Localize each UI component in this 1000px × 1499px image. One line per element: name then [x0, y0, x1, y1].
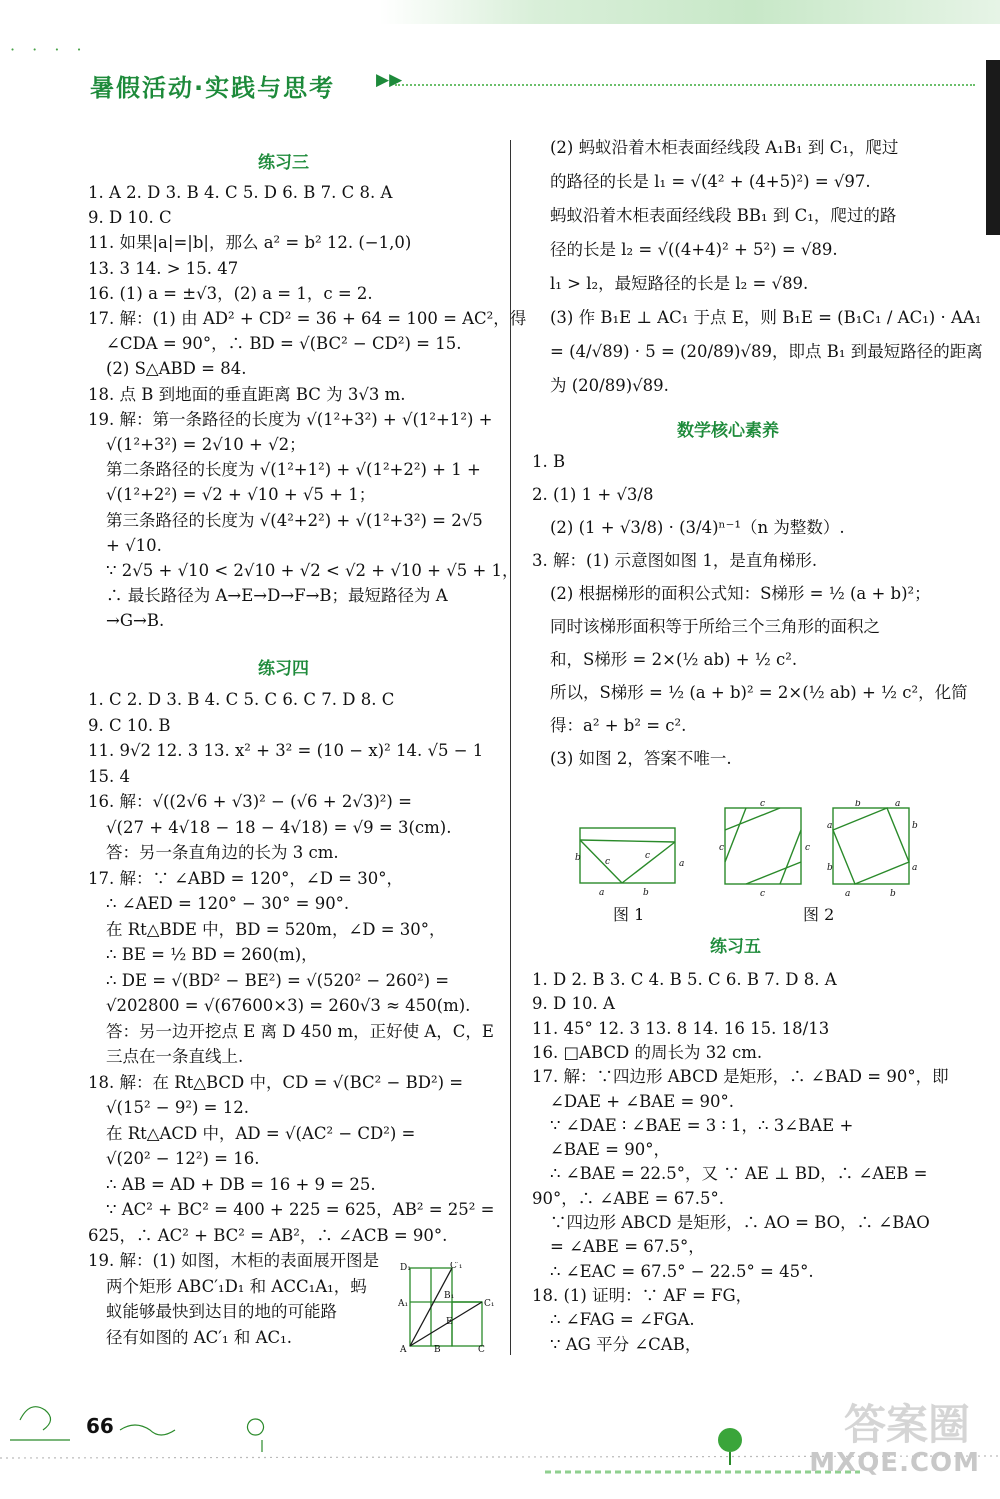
answer-line: ∠BAE = 90°，: [550, 1140, 670, 1160]
figure-trapezoid-and-squares: [575, 800, 925, 900]
answer-line: 在 Rt△ACD 中，AD = √(AC² − CD²) =: [106, 1123, 416, 1143]
watermark-logo: 答案圈: [843, 1400, 970, 1449]
svg-text:a: a: [895, 800, 901, 809]
answer-line: 90°，∴ ∠ABE = 67.5°.: [532, 1188, 724, 1208]
answer-line: 19. 解：(1) 如图，木柜的表面展开图是: [88, 1251, 380, 1270]
answer-line: 11. 9√2 12. 3 13. x² + 3² = (10 − x)² 14. √5 − 1: [88, 741, 484, 760]
answer-line: ∴ 最长路径为 A→E→D→F→B；最短路径为 A: [106, 586, 448, 606]
answer-line: ∠DAE + ∠BAE = 90°.: [550, 1091, 735, 1111]
answer-line: ∴ ∠BAE = 22.5°，又 ∵ AE ⊥ BD，∴ ∠AEB =: [550, 1164, 928, 1184]
answer-line: 9. C 10. B: [88, 715, 171, 735]
svg-text:a: a: [845, 889, 851, 899]
svg-text:B₁: B₁: [444, 1291, 455, 1301]
answer-line: (2) 蚂蚁沿着木柜表面经线段 A₁B₁ 到 C₁，爬过: [550, 138, 899, 157]
decorative-dots: · · · ·: [10, 40, 88, 59]
figure-1-label: 图 1: [613, 905, 645, 924]
answer-line: 第三条路径的长度为 √(4²+2²) + √(1²+3²) = 2√5: [106, 510, 483, 530]
answer-line: ∵ ∠DAE ∶ ∠BAE = 3 ∶ 1，∴ 3∠BAE +: [550, 1115, 854, 1135]
page-number: 66: [86, 1414, 114, 1438]
answer-line: 13. 3 14. > 15. 47: [88, 258, 239, 278]
answer-line: 17. 解：(1) 由 AD² + CD² = 36 + 64 = 100 = AC²，得: [88, 309, 527, 328]
answer-line: 蚂蚁沿着木柜表面经线段 BB₁ 到 C₁，爬过的路: [550, 206, 897, 225]
svg-text:a: a: [599, 888, 605, 898]
answer-line: 两个矩形 ABC′₁D₁ 和 ACC₁A₁，蚂: [106, 1276, 367, 1296]
answer-line: 同时该梯形面积等于所给三个三角形的面积之: [550, 617, 880, 636]
answer-line: 2. (1) 1 + √3/8: [532, 485, 654, 504]
answer-line: 18. (1) 证明：∵ AF = FG，: [532, 1285, 753, 1305]
answer-line: 答：另一边开挖点 E 离 D 450 m，正好使 A，C，E: [106, 1021, 494, 1041]
answer-line: 的路径的长是 l₁ = √(4² + (4+5)²) = √97.: [550, 172, 871, 191]
answer-line: 9. D 10. A: [532, 994, 615, 1014]
answer-line: √(20² − 12²) = 16.: [106, 1149, 260, 1168]
answer-line: 625，∴ AC² + BC² = AB²，∴ ∠ACB = 90°.: [88, 1225, 448, 1245]
svg-text:A₁: A₁: [398, 1299, 409, 1309]
answer-line: ∵ AC² + BC² = 400 + 225 = 625，AB² = 25² =: [106, 1200, 495, 1219]
svg-text:a: a: [827, 821, 833, 831]
answer-line: 蚁能够最快到达目的地的可能路: [106, 1302, 337, 1321]
svg-text:c: c: [805, 843, 811, 853]
svg-text:a: a: [679, 859, 685, 869]
cabinet-unfold-diagram: [398, 1262, 508, 1354]
answer-line: (2) (1 + √3/8) · (3/4)ⁿ⁻¹（n 为整数）.: [550, 518, 845, 537]
header-arrows-icon: ▶▶: [376, 70, 403, 90]
answer-line: 1. C 2. D 3. B 4. C 5. C 6. C 7. D 8. C: [88, 690, 395, 709]
answer-line: →G→B.: [106, 611, 165, 631]
page-edge-tab: [986, 60, 1000, 235]
figures-area: [575, 800, 925, 925]
answer-line: ∴ ∠AED = 120° − 30° = 90°.: [106, 894, 350, 913]
answer-line: 为 (20/89)√89.: [550, 376, 669, 395]
answer-line: (3) 如图 2，答案不唯一.: [550, 749, 732, 768]
answer-line: ∴ ∠FAG = ∠FGA.: [550, 1310, 695, 1330]
header-title: 暑假活动·实践与思考: [90, 74, 336, 102]
svg-text:b: b: [855, 800, 861, 809]
header-dotted-line: [395, 84, 975, 86]
answer-line: ∴ AB = AD + DB = 16 + 9 = 25.: [106, 1174, 376, 1194]
answer-line: 1. B: [532, 452, 566, 471]
answer-line: l₁ > l₂，最短路径的长是 l₂ = √89.: [550, 274, 809, 293]
answer-line: 所以，S梯形 = ½ (a + b)² = 2×(½ ab) + ½ c²，化简: [550, 683, 968, 702]
answer-line: 得：a² + b² = c².: [550, 716, 687, 735]
svg-text:A: A: [400, 1345, 407, 1354]
answer-line: 11. 45° 12. 3 13. 8 14. 16 15. 18/13: [532, 1018, 830, 1038]
answer-line: 答：另一条直角边的长为 3 cm.: [106, 843, 339, 862]
answer-line: √202800 = √(67600×3) = 260√3 ≈ 450(m).: [106, 996, 471, 1015]
answer-line: ∠CDA = 90°，∴ BD = √(BC² − CD²) = 15.: [106, 334, 462, 354]
answer-line: + √10.: [106, 535, 162, 555]
answer-line: = ∠ABE = 67.5°，: [550, 1237, 705, 1257]
svg-text:C₁: C₁: [484, 1299, 495, 1309]
answer-line: 径的长是 l₂ = √((4+4)² + 5²) = √89.: [550, 240, 838, 259]
svg-text:c: c: [645, 851, 651, 861]
answer-line: 在 Rt△BDE 中，BD = 520m，∠D = 30°，: [106, 919, 446, 939]
answer-line: 17. 解：∵四边形 ABCD 是矩形，∴ ∠BAD = 90°，即: [532, 1067, 949, 1087]
top-decoration-band: [380, 0, 1000, 24]
section-title-exercise-5: 练习五: [710, 937, 761, 957]
answer-line: 11. 如果|a|=|b|，那么 a² = b² 12. (−1,0): [88, 233, 412, 253]
answer-line: √(27 + 4√18 − 18 − 4√18) = √9 = 3(cm).: [106, 817, 452, 837]
answer-line: 19. 解：第一条路径的长度为 √(1²+3²) + √(1²+1²) +: [88, 409, 493, 429]
answer-line: 15. 4: [88, 766, 130, 786]
figure-2-label: 图 2: [803, 905, 835, 924]
answer-line: 18. 解：在 Rt△BCD 中，CD = √(BC² − BD²) =: [88, 1072, 464, 1092]
svg-text:E: E: [446, 1317, 453, 1327]
svg-text:D₁: D₁: [400, 1263, 411, 1273]
answer-line: 3. 解：(1) 示意图如图 1，是直角梯形.: [532, 551, 818, 570]
svg-text:b: b: [827, 863, 833, 873]
svg-text:a: a: [912, 863, 918, 873]
svg-text:C: C: [478, 1345, 485, 1354]
svg-text:c: c: [760, 889, 766, 899]
svg-text:c: c: [760, 800, 766, 809]
answer-line: 第二条路径的长度为 √(1²+1²) + √(1²+2²) + 1 +: [106, 460, 481, 480]
answer-line: 16. □ABCD 的周长为 32 cm.: [532, 1042, 763, 1062]
answer-line: ∵四边形 ABCD 是矩形，∴ AO = BO，∴ ∠BAO: [550, 1213, 930, 1232]
svg-text:b: b: [890, 889, 896, 899]
answer-line: (3) 作 B₁E ⊥ AC₁ 于点 E，则 B₁E = (B₁C₁ / AC₁) · AA₁: [550, 308, 982, 327]
answer-line: 1. D 2. B 3. C 4. B 5. C 6. B 7. D 8. A: [532, 970, 837, 989]
svg-text:b: b: [643, 888, 649, 898]
answer-line: √(1²+3²) = 2√10 + √2；: [106, 435, 306, 454]
answer-line: √(1²+2²) = √2 + √10 + √5 + 1；: [106, 485, 376, 505]
answer-line: (2) 根据梯形的面积公式知：S梯形 = ½ (a + b)²；: [550, 584, 931, 603]
answer-line: 16. (1) a = ±√3，(2) a = 1，c = 2.: [88, 283, 373, 303]
section-title-core-literacy: 数学核心素养: [677, 421, 779, 441]
answer-line: 16. 解：√((2√6 + √3)² − (√6 + 2√3)²) =: [88, 792, 412, 811]
section-title-exercise-3: 练习三: [258, 153, 309, 173]
answer-line: 和，S梯形 = 2×(½ ab) + ½ c².: [550, 650, 798, 669]
answer-line: 径有如图的 AC′₁ 和 AC₁.: [106, 1327, 293, 1347]
svg-text:b: b: [575, 853, 581, 863]
svg-text:c: c: [605, 857, 611, 867]
answer-line: √(15² − 9²) = 12.: [106, 1098, 249, 1117]
answer-line: 17. 解：∵ ∠ABD = 120°，∠D = 30°，: [88, 868, 403, 888]
answer-line: ∵ AG 平分 ∠CAB，: [550, 1334, 702, 1354]
svg-text:B: B: [434, 1345, 441, 1354]
answer-line: ∵ 2√5 + √10 < 2√10 + √2 < √2 + √10 + √5 + 1，: [106, 561, 519, 580]
answer-line: (2) S△ABD = 84.: [106, 359, 247, 379]
answer-line: 1. A 2. D 3. B 4. C 5. D 6. B 7. C 8. A: [88, 183, 393, 202]
answer-line: ∴ ∠EAC = 67.5° − 22.5° = 45°.: [550, 1261, 814, 1281]
answer-line: 18. 点 B 到地面的垂直距离 BC 为 3√3 m.: [88, 384, 406, 404]
answer-line: 三点在一条直线上.: [106, 1047, 244, 1066]
watermark-url: MXQE.COM: [809, 1448, 980, 1478]
answer-line: ∴ BE = ½ BD = 260(m)，: [106, 945, 318, 964]
answer-line: 9. D 10. C: [88, 208, 172, 228]
svg-text:C′₁: C′₁: [450, 1262, 463, 1271]
svg-text:c: c: [719, 843, 725, 853]
answer-line: ∴ DE = √(BD² − BE²) = √(520² − 260²) =: [106, 970, 450, 990]
section-title-exercise-4: 练习四: [258, 659, 309, 679]
svg-text:b: b: [912, 821, 918, 831]
answer-line: = (4/√89) · 5 = (20/89)√89，即点 B₁ 到最短路径的距离: [550, 342, 983, 361]
